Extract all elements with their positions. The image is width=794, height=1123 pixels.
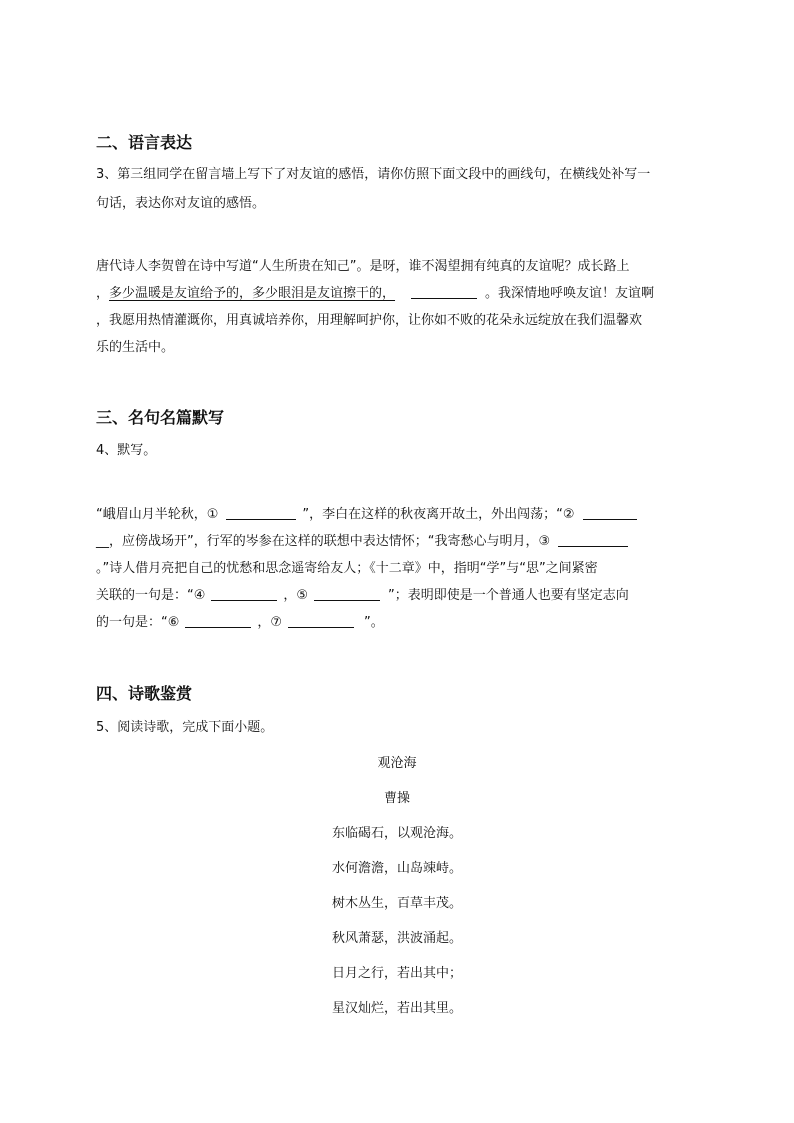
answer-blank-7[interactable] [288, 613, 354, 628]
passage-text: ， [96, 286, 110, 301]
answer-blank-5[interactable] [314, 586, 380, 601]
passage-line [96, 280, 696, 307]
passage-line: 乐的生活中。 [96, 340, 175, 355]
section-heading-language-expression: 二、语言表达 [96, 133, 193, 152]
answer-blank-6[interactable] [185, 613, 251, 628]
passage-text: “峨眉山月半轮秋，① [96, 507, 219, 522]
passage-text: ”；表明即使是一个普通人也要有坚定志向 [388, 588, 629, 603]
poem-line: 秋风萧瑟，洪波涌起。 [331, 931, 462, 946]
dictation-line [96, 501, 696, 528]
underlined-model-sentence: 多少温暖是友谊给予的，多少眼泪是友谊擦干的， [109, 286, 396, 301]
poem-line: 日月之行，若出其中； [331, 966, 462, 981]
section-heading-poetry-appreciation: 四、诗歌鉴赏 [96, 684, 193, 703]
answer-blank-1[interactable] [226, 505, 296, 520]
answer-blank-4[interactable] [211, 586, 277, 601]
passage-text: ”。 [364, 615, 384, 630]
passage-text: 。我深情地呼唤友谊！友谊啊 [485, 286, 655, 301]
dictation-line [96, 528, 696, 555]
section-heading-dictation: 三、名句名篇默写 [96, 408, 225, 427]
question-3-prompt-line1: 3、第三组同学在留言墙上写下了对友谊的感悟，请你仿照下面文段中的画线句，在横线处补写一 [96, 167, 651, 182]
friendship-passage [96, 253, 696, 361]
passage-text: ，⑦ [257, 615, 283, 630]
answer-blank[interactable] [411, 284, 477, 299]
passage-text: ”，李白在这样的秋夜离开故土，外出闯荡；“② [302, 507, 575, 522]
poem-title: 观沧海 [377, 756, 417, 771]
passage-text: __，应傍战场开”，行军的岑参在这样的联想中表达情怀；“我寄愁心与明月，③ [96, 534, 551, 549]
dictation-line [96, 582, 696, 609]
poem-line: 树木丛生，百草丰茂。 [331, 896, 462, 911]
passage-text: ，⑤ [283, 588, 309, 603]
dictation-passage [96, 501, 696, 636]
dictation-line [96, 609, 696, 636]
dictation-line: 。”诗人借月亮把自己的忧愁和思念遥寄给友人；《十二章》中，指明“学”与“思”之间紧密 [96, 561, 598, 576]
question-4-prompt: 4、默写。 [96, 443, 157, 458]
answer-blank-2[interactable] [583, 505, 637, 520]
poem-author: 曹操 [383, 791, 410, 806]
passage-line: ，我愿用热情灌溉你，用真诚培养你，用理解呵护你，让你如不败的花朵永远绽放在我们温馨欢 [96, 313, 643, 328]
question-5-prompt: 5、阅读诗歌，完成下面小题。 [96, 720, 274, 735]
poem-line: 星汉灿烂，若出其里。 [331, 1001, 462, 1016]
poem-line: 东临碣石，以观沧海。 [331, 826, 462, 841]
poem-line: 水何澹澹，山岛竦峙。 [331, 861, 462, 876]
poem-block [0, 754, 794, 1034]
question-3-prompt-line2: 句话，表达你对友谊的感悟。 [96, 196, 266, 211]
answer-blank-3[interactable] [558, 532, 628, 547]
passage-line: 唐代诗人李贺曾在诗中写道“人生所贵在知己”。是呀，谁不渴望拥有纯真的友谊呢？成长路上 [96, 259, 630, 274]
passage-text: 关联的一句是：“④ [96, 588, 206, 603]
passage-text: 的一句是：“⑥ [96, 615, 180, 630]
